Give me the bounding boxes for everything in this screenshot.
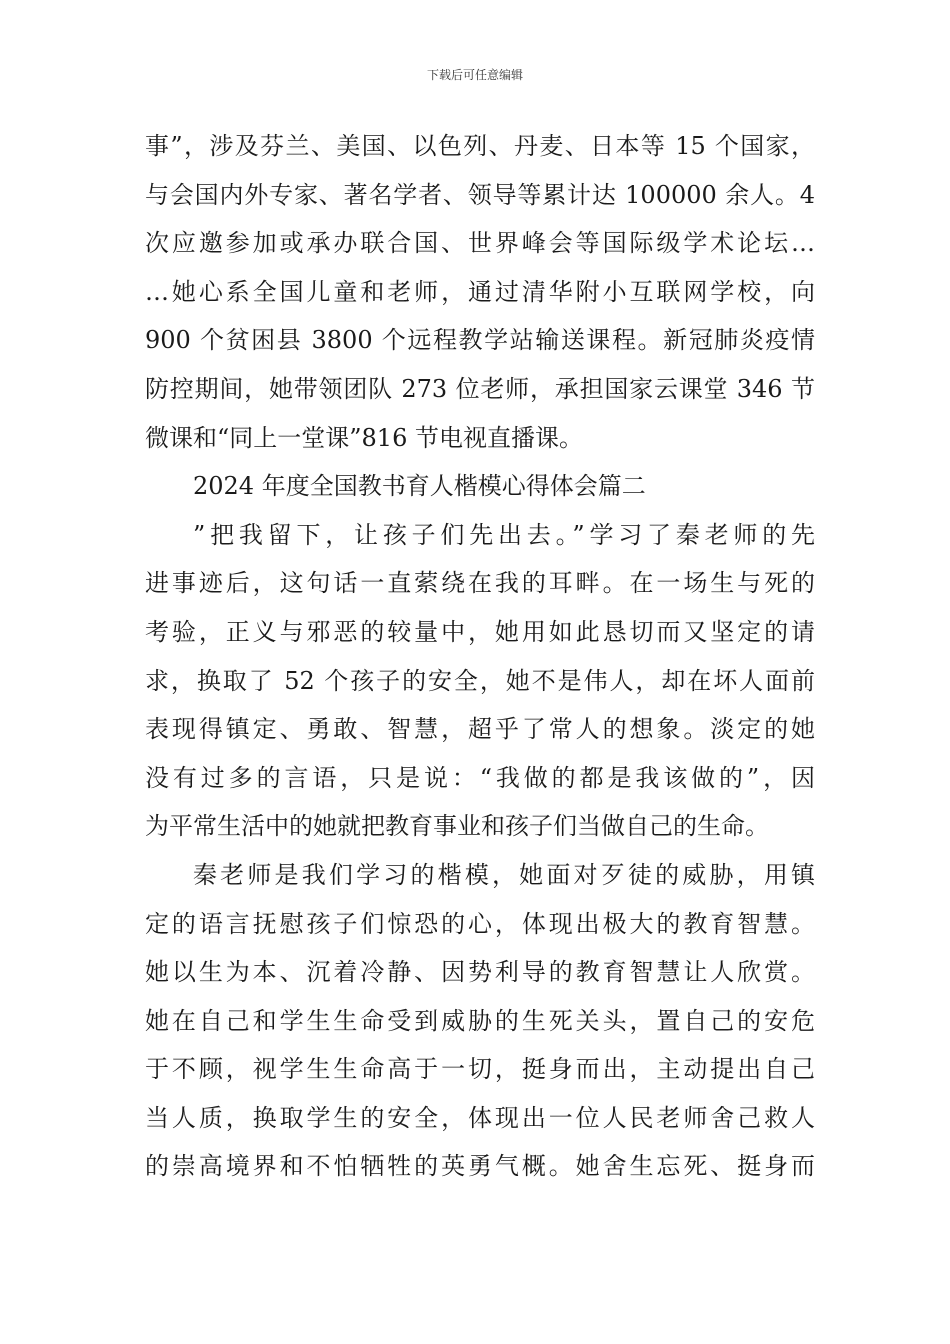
- document-body: [145, 122, 815, 1191]
- section-heading: [145, 462, 815, 511]
- text-line: 定的语言抚慰孩子们惊恐的心，体现出极大的教育智慧。: [145, 909, 815, 938]
- text-line: 为平常生活中的她就把教育事业和孩子们当做自己的生命。: [145, 812, 769, 841]
- text-line: 当人质，换取学生的安全，体现出一位人民老师舍己救人: [145, 1103, 815, 1132]
- paragraph: [145, 511, 815, 851]
- text-line: 与会国内外专家、著名学者、领导等累计达 100000 余人。4: [145, 180, 815, 209]
- text-line: 事”，涉及芬兰、美国、以色列、丹麦、日本等 15 个国家，: [145, 132, 815, 160]
- text-line: 于不顾，视学生生命高于一切，挺身而出，主动提出自己: [145, 1055, 815, 1084]
- text-line: 秦老师是我们学习的楷模，她面对歹徒的威胁，用镇: [193, 860, 815, 889]
- text-line: ”把我留下，让孩子们先出去。”学习了秦老师的先: [193, 520, 815, 549]
- heading-line: 2024 年度全国教书育人楷模心得体会篇二: [193, 472, 646, 501]
- text-line: …她心系全国儿童和老师，通过清华附小互联网学校，向: [145, 277, 815, 306]
- text-line: 进事迹后，这句话一直萦绕在我的耳畔。在一场生与死的: [145, 569, 815, 598]
- text-line: 考验，正义与邪恶的较量中，她用如此恳切而又坚定的请: [145, 617, 815, 646]
- text-line: 她在自己和学生生命受到威胁的生死关头，置自己的安危: [145, 1006, 815, 1035]
- text-line: 她以生为本、沉着冷静、因势利导的教育智慧让人欣赏。: [145, 958, 815, 987]
- text-line: 次应邀参加或承办联合国、世界峰会等国际级学术论坛…: [145, 229, 815, 258]
- text-line: 表现得镇定、勇敢、智慧，超乎了常人的想象。淡定的她: [145, 715, 815, 744]
- page-header: 下载后可任意编辑: [426, 68, 523, 82]
- text-line: 微课和“同上一堂课”816 节电视直播课。: [145, 423, 583, 452]
- text-line: 900 个贫困县 3800 个远程教学站输送课程。新冠肺炎疫情: [145, 326, 815, 355]
- text-line: 防控期间，她带领团队 273 位老师，承担国家云课堂 346 节: [145, 374, 815, 403]
- paragraph: [145, 122, 815, 462]
- text-line: 的崇高境界和不怕牺牲的英勇气概。她舍生忘死、挺身而: [145, 1152, 815, 1181]
- text-line: 求，换取了 52 个孩子的安全，她不是伟人，却在坏人面前: [145, 666, 815, 695]
- paragraph: [145, 851, 815, 1191]
- text-line: 没有过多的言语，只是说：“我做的都是我该做的”，因: [145, 763, 815, 792]
